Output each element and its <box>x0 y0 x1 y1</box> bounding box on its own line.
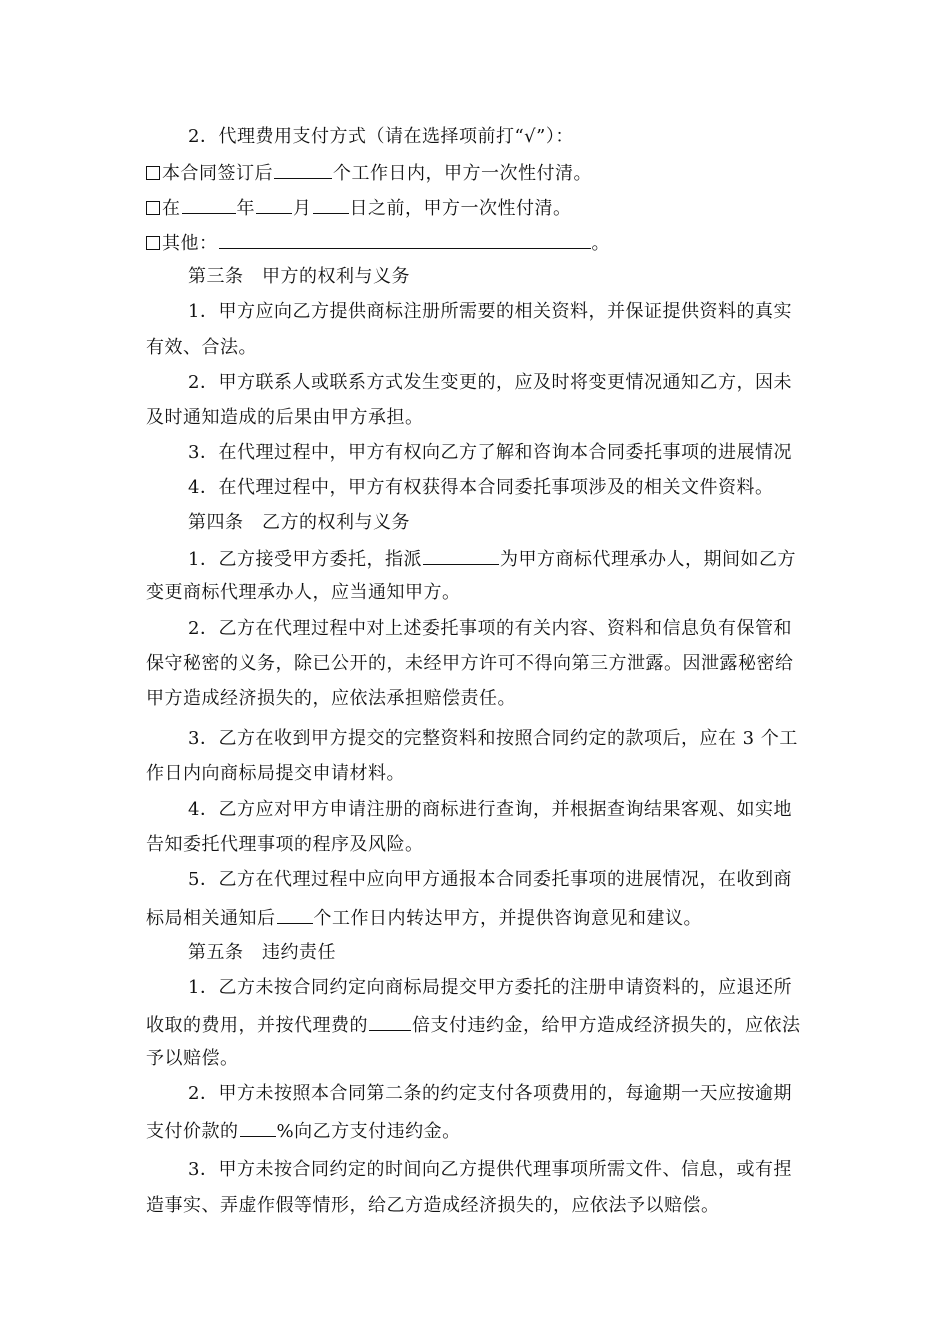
article-4-p1-line2: 变更商标代理承办人，应当通知甲方。 <box>146 582 461 603</box>
blank-workdays <box>274 160 332 179</box>
article-5-heading: 第五条 违约责任 <box>188 942 336 963</box>
article-5-p1-line3: 予以赔偿。 <box>146 1048 239 1069</box>
article-5-p3-line1: 3．甲方未按合同约定的时间向乙方提供代理事项所需文件、信息，或有捏 <box>188 1159 792 1180</box>
blank-forward-days <box>277 905 313 924</box>
blank-day <box>313 195 349 214</box>
blank-agent-name <box>423 546 499 565</box>
blank-year <box>182 195 236 214</box>
blank-penalty-percent <box>240 1118 276 1137</box>
article-4-p3-line1: 3．乙方在收到甲方提交的完整资料和按照合同约定的款项后，应在 3 个工 <box>188 728 798 749</box>
article-5-p2-line1: 2．甲方未按照本合同第二条的约定支付各项费用的，每逾期一天应按逾期 <box>188 1083 792 1104</box>
article-4-p4-line2: 告知委托代理事项的程序及风险。 <box>146 834 424 855</box>
payment-option-1: 本合同签订后 个工作日内，甲方一次性付清。 <box>146 160 816 186</box>
article-5-p1-line2: 收取的费用，并按代理费的 倍支付违约金，给甲方造成经济损失的，应依法 <box>146 1012 816 1038</box>
article-4-p5-line1: 5．乙方在代理过程中应向甲方通报本合同委托事项的进展情况，在收到商 <box>188 869 792 890</box>
article-5-p2-line2: 支付价款的 %向乙方支付违约金。 <box>146 1118 816 1144</box>
article-3-p2-line1: 2．甲方联系人或联系方式发生变更的，应及时将变更情况通知乙方，因未 <box>188 372 792 393</box>
blank-other <box>219 230 591 249</box>
article-4-heading: 第四条 乙方的权利与义务 <box>188 512 410 533</box>
article-4-p2-line1: 2．乙方在代理过程中对上述委托事项的有关内容、资料和信息负有保管和 <box>188 618 792 639</box>
article-3-heading: 第三条 甲方的权利与义务 <box>188 266 410 287</box>
payment-method-title: 2．代理费用支付方式（请在选择项前打“√”）： <box>188 126 574 147</box>
article-4-p2-line3: 甲方造成经济损失的，应依法承担赔偿责任。 <box>146 688 516 709</box>
payment-option-3: 其他： 。 <box>146 230 816 256</box>
article-4-p4-line1: 4．乙方应对甲方申请注册的商标进行查询，并根据查询结果客观、如实地 <box>188 799 792 820</box>
article-3-p4: 4．在代理过程中，甲方有权获得本合同委托事项涉及的相关文件资料。 <box>188 477 774 498</box>
blank-month <box>256 195 292 214</box>
checkbox-option-3[interactable] <box>146 236 160 250</box>
article-3-p1-line2: 有效、合法。 <box>146 337 257 358</box>
article-4-p2-line2: 保守秘密的义务，除已公开的，未经甲方许可不得向第三方泄露。因泄露秘密给 <box>146 653 794 674</box>
article-4-p5-line2: 标局相关通知后 个工作日内转达甲方，并提供咨询意见和建议。 <box>146 905 816 931</box>
article-4-p1-line1: 1．乙方接受甲方委托，指派 为甲方商标代理承办人，期间如乙方 <box>188 546 818 572</box>
article-4-p3-line2: 作日内向商标局提交申请材料。 <box>146 763 405 784</box>
article-5-p3-line2: 造事实、弄虚作假等情形，给乙方造成经济损失的，应依法予以赔偿。 <box>146 1195 720 1216</box>
checkbox-option-1[interactable] <box>146 166 160 180</box>
payment-option-2: 在 年 月 日之前，甲方一次性付清。 <box>146 195 816 221</box>
checkbox-option-2[interactable] <box>146 201 160 215</box>
blank-penalty-multiple <box>369 1012 411 1031</box>
article-3-p2-line2: 及时通知造成的后果由甲方承担。 <box>146 407 424 428</box>
article-3-p1-line1: 1．甲方应向乙方提供商标注册所需要的相关资料，并保证提供资料的真实 <box>188 301 792 322</box>
article-3-p3: 3．在代理过程中，甲方有权向乙方了解和咨询本合同委托事项的进展情况 <box>188 442 792 463</box>
article-5-p1-line1: 1．乙方未按合同约定向商标局提交甲方委托的注册申请资料的，应退还所 <box>188 977 792 998</box>
